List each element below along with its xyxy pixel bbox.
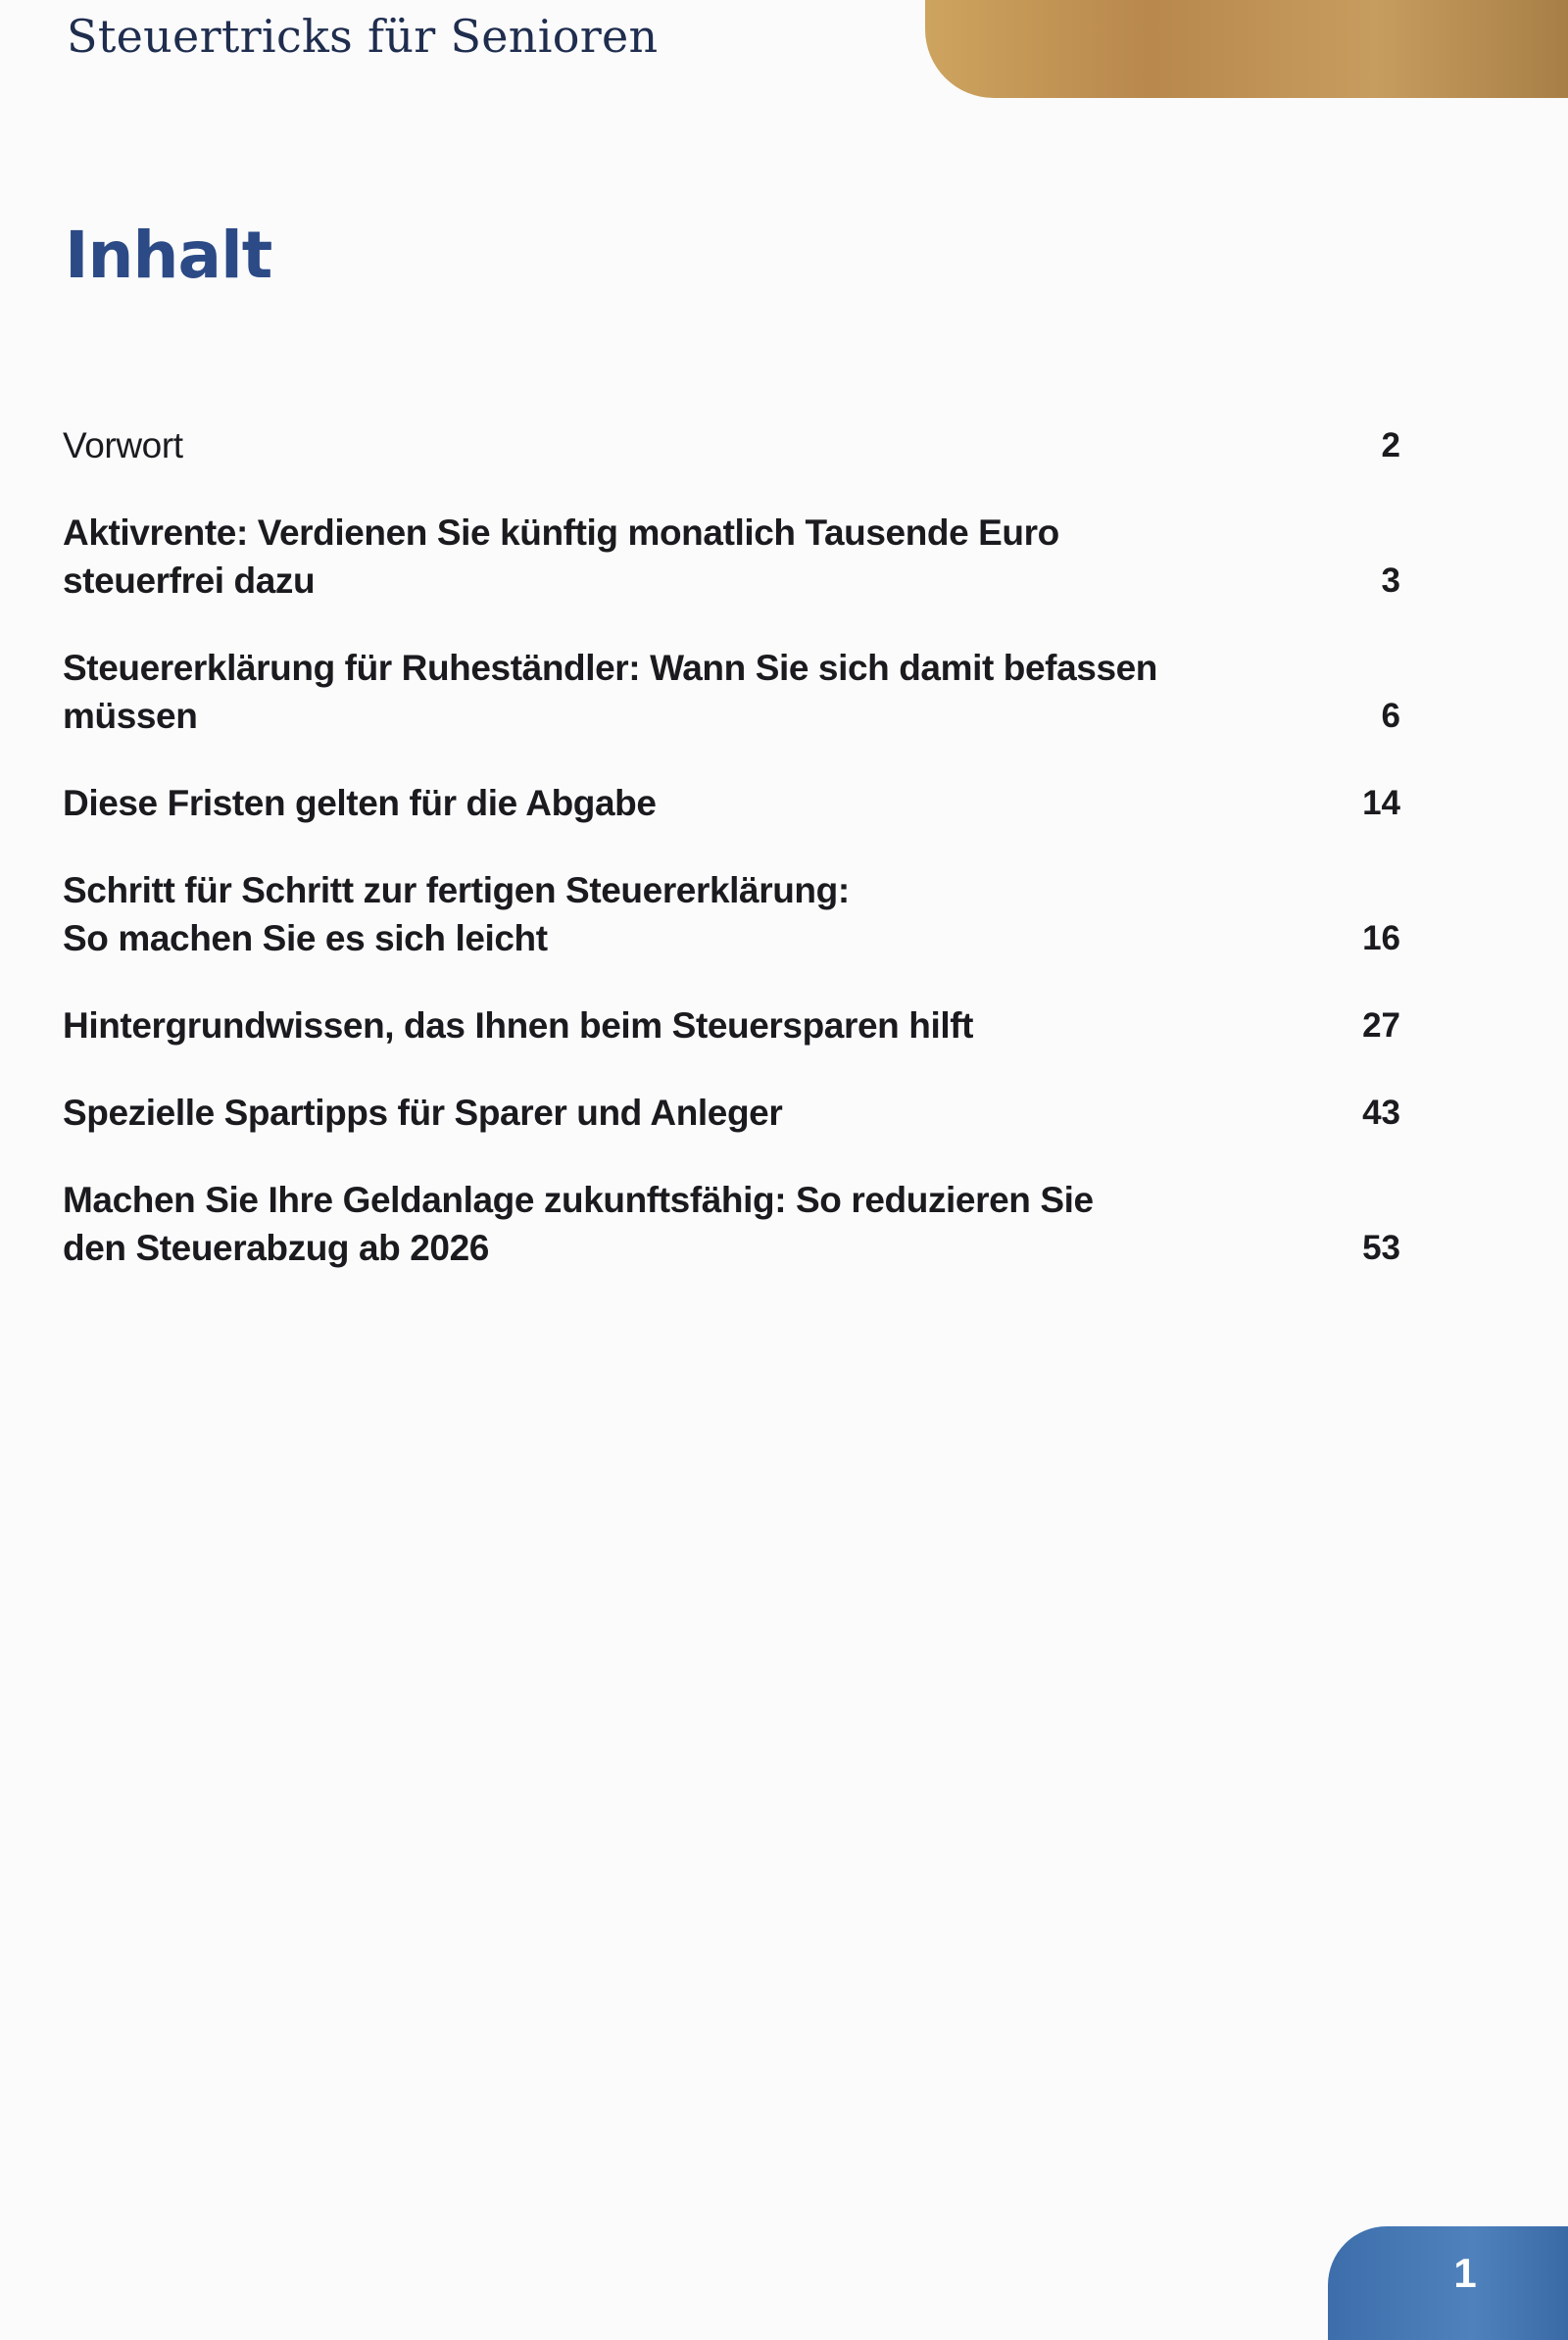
toc-entry-title: Diese Fristen gelten für die Abgabe	[63, 783, 657, 823]
toc-entry-schritt-fuer-schritt[interactable]	[63, 866, 1400, 962]
toc-entry-aktivrente[interactable]	[63, 509, 1400, 605]
header-decoration-band	[925, 0, 1568, 98]
toc-entry-geldanlage[interactable]	[63, 1176, 1400, 1272]
toc-entry-page: 16	[1362, 919, 1400, 957]
page-title: Inhalt	[65, 218, 272, 293]
table-of-contents	[63, 421, 1400, 1311]
toc-entry-title: Spezielle Spartipps für Sparer und Anleger	[63, 1093, 783, 1133]
toc-entry-title: Vorwort	[63, 425, 183, 465]
toc-entry-vorwort[interactable]	[63, 421, 1400, 469]
toc-entry-title: Machen Sie Ihre Geldanlage zukunftsfähig: So reduzieren Sie den Steuerabzug ab 2026	[63, 1180, 1094, 1268]
toc-entry-page: 3	[1381, 561, 1400, 600]
toc-entry-hintergrundwissen[interactable]	[63, 1001, 1400, 1049]
toc-entry-page: 43	[1362, 1094, 1400, 1132]
toc-entry-steuererklaerung-ruhestaendler[interactable]	[63, 644, 1400, 740]
running-header-title: Steuertricks für Senioren	[67, 10, 659, 63]
page-number: 1	[1453, 2250, 1477, 2296]
toc-entry-title: Schritt für Schritt zur fertigen Steuererklärung: So machen Sie es sich leicht	[63, 870, 850, 958]
toc-entry-page: 6	[1381, 697, 1400, 735]
toc-entry-spartipps[interactable]	[63, 1089, 1400, 1137]
toc-entry-page: 14	[1362, 784, 1400, 822]
toc-entry-title: Steuererklärung für Ruheständler: Wann Sie sich damit befassen müssen	[63, 648, 1157, 736]
toc-entry-title: Hintergrundwissen, das Ihnen beim Steuersparen hilft	[63, 1005, 974, 1046]
toc-entry-fristen[interactable]	[63, 779, 1400, 827]
toc-entry-page: 27	[1362, 1006, 1400, 1045]
toc-entry-title: Aktivrente: Verdienen Sie künftig monatlich Tausende Euro steuerfrei dazu	[63, 512, 1059, 601]
toc-entry-page: 2	[1381, 426, 1400, 464]
toc-entry-page: 53	[1362, 1229, 1400, 1267]
